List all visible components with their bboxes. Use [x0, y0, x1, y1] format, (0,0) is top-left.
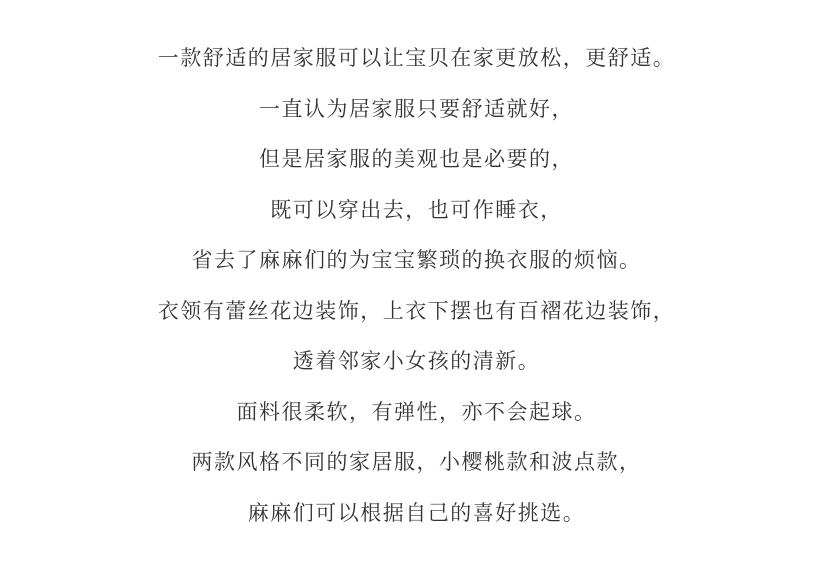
description-paragraph	[0, 40, 833, 545]
description-line: 透着邻家小女孩的清新。	[292, 349, 541, 373]
description-line: 既可以穿出去，也可作睡衣，	[270, 197, 563, 222]
description-line: 一款舒适的居家服可以让宝贝在家更放松，更舒适。	[157, 46, 676, 70]
description-line: 但是居家服的美观也是必要的，	[259, 147, 574, 171]
description-line: 两款风格不同的家居服，小樱桃款和波点款，	[191, 450, 642, 474]
description-line: 一直认为居家服只要舒适就好，	[259, 96, 574, 121]
description-line: 麻麻们可以根据自己的喜好挑选。	[247, 500, 586, 525]
description-line: 省去了麻麻们的为宝宝繁琐的换衣服的烦恼。	[191, 248, 642, 272]
description-line: 衣领有蕾丝花边装饰，上衣下摆也有百褶花边装饰，	[157, 298, 676, 323]
description-line: 面料很柔软，有弹性，亦不会起球。	[236, 399, 597, 424]
